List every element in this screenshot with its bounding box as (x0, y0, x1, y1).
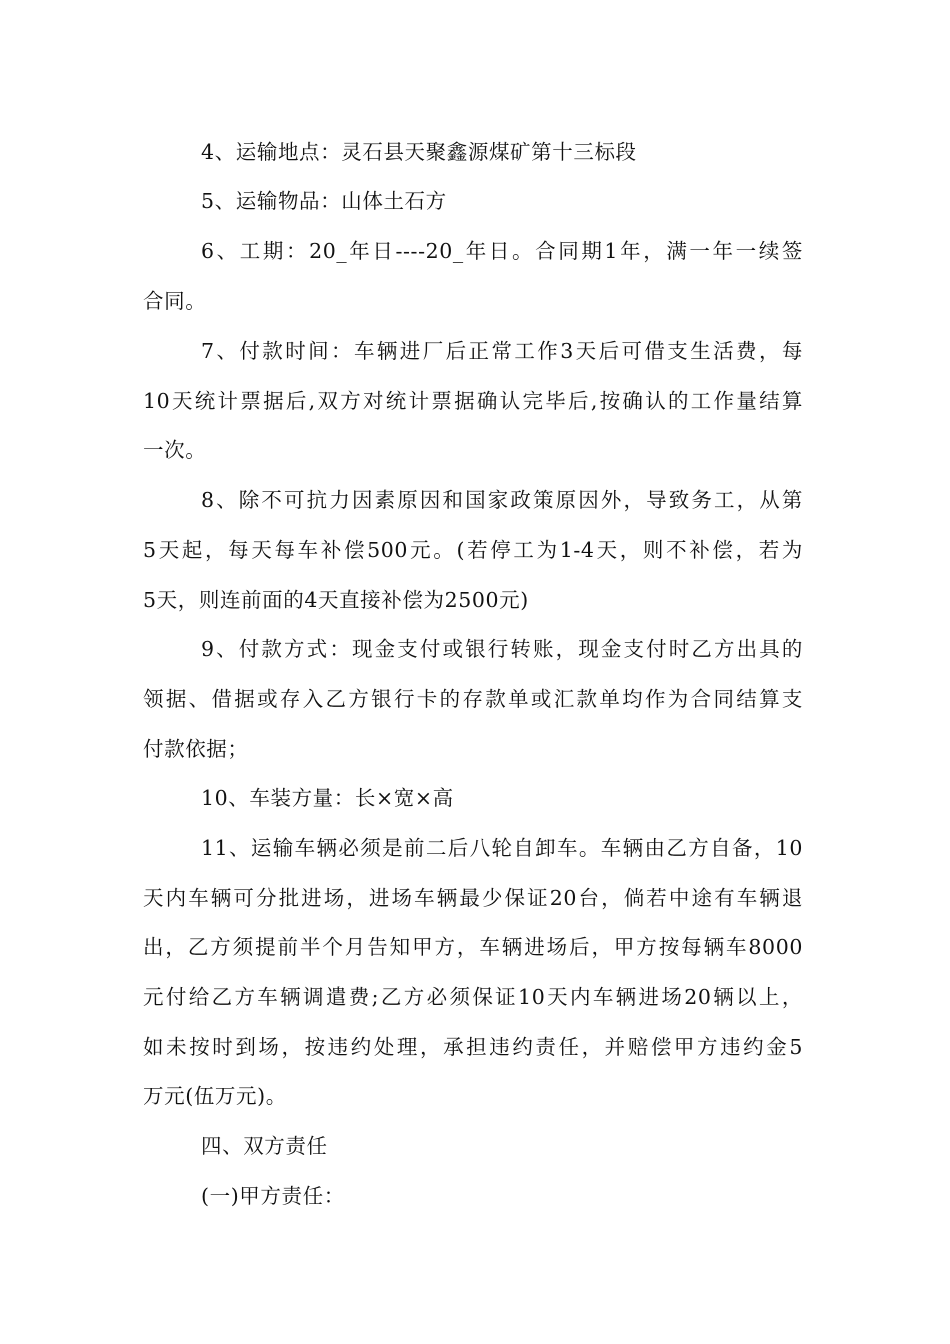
clause-7-payment-time-line-2: 10天统计票据后,双方对统计票据确认完毕后,按确认的工作量结算 (143, 389, 803, 413)
clause-9-payment-method-line-1: 9、付款方式：现金支付或银行转账，现金支付时乙方出具的 (201, 637, 803, 661)
clause-6-work-period-line-1: 6、工期：20_年日----20_年日。合同期1年，满一年一续签 (201, 239, 803, 263)
clause-8-compensation-line-2: 5天起，每天每车补偿500元。(若停工为1-4天，则不补偿，若为 (143, 538, 803, 562)
clause-8-compensation-line-1: 8、除不可抗力因素原因和国家政策原因外，导致务工，从第 (201, 488, 803, 512)
clause-5-transport-goods: 5、运输物品：山体土石方 (201, 189, 447, 213)
clause-6-work-period-line-2: 合同。 (143, 289, 207, 313)
clause-11-vehicles-line-6: 万元(伍万元)。 (143, 1084, 287, 1108)
clause-11-vehicles-line-4: 元付给乙方车辆调遣费;乙方必须保证10天内车辆进场20辆以上， (143, 985, 803, 1009)
clause-11-vehicles-line-1: 11、运输车辆必须是前二后八轮自卸车。车辆由乙方自备，10 (201, 836, 803, 860)
clause-7-payment-time-line-1: 7、付款时间：车辆进厂后正常工作3天后可借支生活费，每 (201, 339, 803, 363)
clause-11-vehicles-line-2: 天内车辆可分批进场，进场车辆最少保证20台，倘若中途有车辆退 (143, 886, 803, 910)
clause-8-compensation-line-3: 5天，则连前面的4天直接补偿为2500元) (143, 588, 529, 612)
clause-11-vehicles-line-3: 出，乙方须提前半个月告知甲方，车辆进场后，甲方按每辆车8000 (143, 935, 803, 959)
section-four-heading: 四、双方责任 (201, 1134, 328, 1158)
party-a-responsibility-heading: (一)甲方责任： (201, 1184, 345, 1208)
clause-9-payment-method-line-3: 付款依据； (143, 737, 249, 761)
clause-9-payment-method-line-2: 领据、借据或存入乙方银行卡的存款单或汇款单均作为合同结算支 (143, 687, 803, 711)
clause-11-vehicles-line-5: 如未按时到场，按违约处理，承担违约责任，并赔偿甲方违约金5 (143, 1035, 803, 1059)
clause-10-load-volume: 10、车装方量：长×宽×高 (201, 786, 454, 810)
clause-4-transport-location: 4、运输地点：灵石县天聚鑫源煤矿第十三标段 (201, 140, 637, 164)
clause-7-payment-time-line-3: 一次。 (143, 438, 207, 462)
